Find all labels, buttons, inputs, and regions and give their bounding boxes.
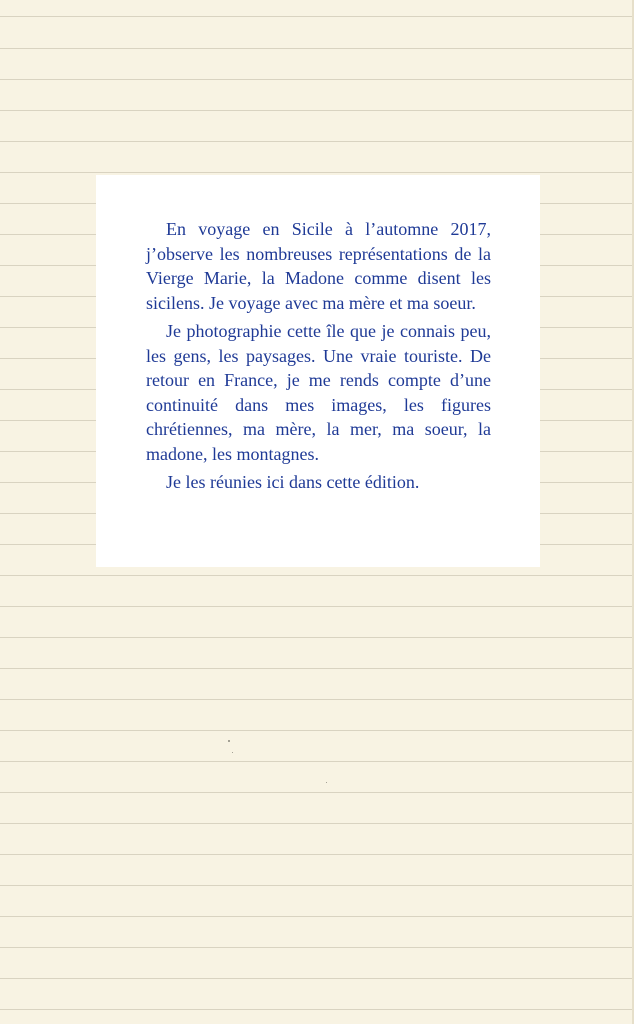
- text-card: [96, 175, 540, 567]
- paragraph-2: Je photographie cette île que je connais peu, les gens, les paysages. Une vraie touriste. De retour en France, je me rends compte d’une continuité dans mes images, les figures chrétiennes, ma mère, la mer, ma soeur, la madone, les montagnes.: [146, 321, 491, 464]
- body-text: [146, 217, 491, 499]
- paragraph-1: En voyage en Sicile à l’automne 2017, j’observe les nombreuses représentations de la Vierge Marie, la Madone comme disent les sicilens. Je voyage avec ma mère et ma soeur.: [146, 219, 491, 313]
- paper-speck: [326, 782, 327, 783]
- paragraph-3: Je les réunies ici dans cette édition.: [166, 472, 420, 492]
- paper-speck: [228, 740, 230, 742]
- paper-speck: [232, 752, 233, 753]
